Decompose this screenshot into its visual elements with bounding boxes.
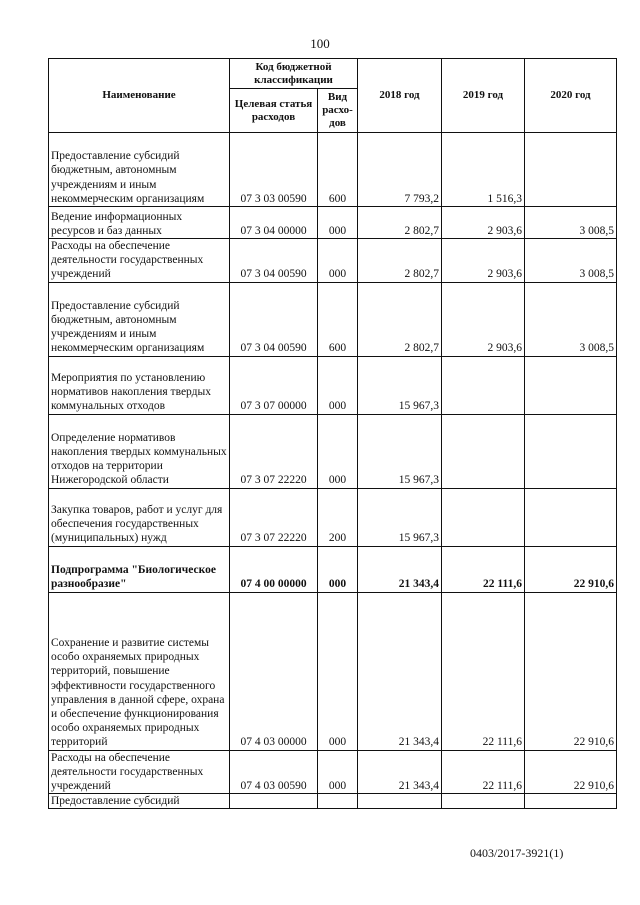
cell-y2020	[525, 356, 617, 414]
page-number: 100	[310, 36, 330, 51]
cell-y2020: 3 008,5	[525, 239, 617, 283]
cell-vid: 000	[318, 239, 358, 283]
cell-name: Подпрограмма "Биологическое разнообразие"	[49, 546, 230, 592]
cell-vid: 000	[318, 207, 358, 239]
cell-y2018: 7 793,2	[358, 133, 442, 207]
cell-code: 07 4 03 00590	[230, 750, 318, 794]
table-row	[49, 133, 617, 207]
cell-vid: 000	[318, 546, 358, 592]
table-row	[49, 794, 617, 809]
cell-y2018: 21 343,4	[358, 592, 442, 750]
header-name: Наименование	[49, 59, 230, 133]
cell-code: 07 3 07 00000	[230, 356, 318, 414]
table-body	[49, 133, 617, 809]
cell-vid: 000	[318, 750, 358, 794]
document-id: 0403/2017-3921(1)	[470, 846, 564, 860]
cell-y2018: 2 802,7	[358, 282, 442, 356]
cell-y2018	[358, 794, 442, 809]
cell-y2020: 22 910,6	[525, 592, 617, 750]
table-row	[49, 592, 617, 750]
cell-code: 07 3 04 00000	[230, 207, 318, 239]
cell-name: Расходы на обеспечение деятельности государственных учреждений	[49, 750, 230, 794]
header-2020: 2020 год	[525, 59, 617, 133]
cell-y2019: 2 903,6	[442, 207, 525, 239]
cell-name: Предоставление субсидий бюджетным, автономным учреждениям и иным некоммерческим организациям	[49, 282, 230, 356]
cell-y2018: 15 967,3	[358, 356, 442, 414]
cell-vid: 600	[318, 282, 358, 356]
cell-name: Ведение информационных ресурсов и баз данных	[49, 207, 230, 239]
cell-code: 07 3 04 00590	[230, 282, 318, 356]
cell-y2018: 15 967,3	[358, 414, 442, 488]
cell-code: 07 3 07 22220	[230, 488, 318, 546]
table-row	[49, 239, 617, 283]
cell-name: Мероприятия по установлению нормативов накопления твердых коммунальных отходов	[49, 356, 230, 414]
cell-vid: 600	[318, 133, 358, 207]
cell-code: 07 3 04 00590	[230, 239, 318, 283]
budget-table	[48, 58, 617, 809]
cell-y2018: 2 802,7	[358, 207, 442, 239]
cell-name: Предоставление субсидий	[49, 794, 230, 809]
cell-y2019: 2 903,6	[442, 239, 525, 283]
cell-y2020: 3 008,5	[525, 207, 617, 239]
cell-vid: 000	[318, 356, 358, 414]
table-row	[49, 282, 617, 356]
cell-y2018: 15 967,3	[358, 488, 442, 546]
cell-y2019: 22 111,6	[442, 546, 525, 592]
cell-name: Закупка товаров, работ и услуг для обеспечения государственных (муниципальных) нужд	[49, 488, 230, 546]
cell-name: Предоставление субсидий бюджетным, автономным учреждениям и иным некоммерческим организациям	[49, 133, 230, 207]
cell-y2019	[442, 356, 525, 414]
header-expense-type: Вид расхо-дов	[318, 89, 358, 133]
cell-code: 07 3 03 00590	[230, 133, 318, 207]
cell-name: Расходы на обеспечение деятельности государственных учреждений	[49, 239, 230, 283]
cell-y2018: 21 343,4	[358, 546, 442, 592]
table-row	[49, 750, 617, 794]
cell-y2019: 2 903,6	[442, 282, 525, 356]
cell-y2020	[525, 414, 617, 488]
cell-code: 07 4 03 00000	[230, 592, 318, 750]
cell-y2020: 22 910,6	[525, 750, 617, 794]
cell-vid: 000	[318, 414, 358, 488]
cell-y2019: 1 516,3	[442, 133, 525, 207]
cell-y2018: 2 802,7	[358, 239, 442, 283]
table-row	[49, 488, 617, 546]
header-code-group: Код бюджетной классификации	[230, 59, 358, 89]
table-row	[49, 207, 617, 239]
cell-y2020: 3 008,5	[525, 282, 617, 356]
cell-y2020	[525, 488, 617, 546]
cell-vid: 000	[318, 592, 358, 750]
cell-vid: 200	[318, 488, 358, 546]
cell-name: Сохранение и развитие системы особо охраняемых природных территорий, повышение эффективности государственного управления в данной сфере, охрана и обеспечение функционирования особо охраняемых природных территорий	[49, 592, 230, 750]
table-row	[49, 546, 617, 592]
table-row	[49, 356, 617, 414]
cell-y2020	[525, 133, 617, 207]
cell-y2019: 22 111,6	[442, 750, 525, 794]
header-2018: 2018 год	[358, 59, 442, 133]
header-target-article: Целевая статья расходов	[230, 89, 318, 133]
cell-name: Определение нормативов накопления твердых коммунальных отходов на территории Нижегородской области	[49, 414, 230, 488]
cell-y2020: 22 910,6	[525, 546, 617, 592]
cell-vid	[318, 794, 358, 809]
cell-y2019	[442, 794, 525, 809]
cell-code: 07 4 00 00000	[230, 546, 318, 592]
cell-y2019	[442, 414, 525, 488]
header-2019: 2019 год	[442, 59, 525, 133]
cell-y2019: 22 111,6	[442, 592, 525, 750]
cell-code: 07 3 07 22220	[230, 414, 318, 488]
cell-y2019	[442, 488, 525, 546]
cell-y2018: 21 343,4	[358, 750, 442, 794]
cell-y2020	[525, 794, 617, 809]
table-row	[49, 414, 617, 488]
cell-code	[230, 794, 318, 809]
